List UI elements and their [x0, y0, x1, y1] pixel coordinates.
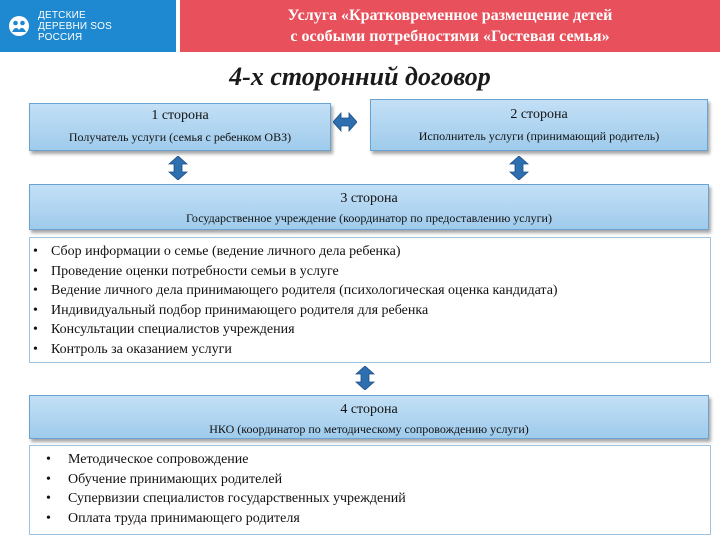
party-3-label: 3 сторона — [340, 191, 398, 206]
header-title — [180, 0, 720, 52]
logo-line-1: ДЕТСКИЕ — [38, 9, 86, 21]
double-arrow-vertical-icon — [509, 156, 529, 180]
party-3-tasks — [33, 242, 703, 359]
list-item: • Оплата труда принимающего родителя — [46, 509, 686, 529]
party-4-description: НКО (координатор по методическому сопровождению услуги) — [209, 422, 529, 436]
party-3-description: Государственное учреждение (координатор по предоставлению услуги) — [186, 211, 552, 225]
list-item: • Контроль за оказанием услуги — [33, 340, 703, 360]
list-item: • Индивидуальный подбор принимающего родителя для ребенка — [33, 301, 703, 321]
party-3-box — [29, 184, 709, 230]
double-arrow-horizontal-icon — [333, 111, 357, 133]
sos-children-villages-logo-icon — [8, 15, 30, 37]
logo-line-2: ДЕРЕВНИ SOS — [38, 20, 112, 32]
header-title-line-1: Услуга «Кратковременное размещение детей — [287, 7, 613, 24]
list-item: • Обучение принимающих родителей — [46, 470, 686, 490]
logo — [0, 0, 176, 52]
list-item: • Проведение оценки потребности семьи в услуге — [33, 262, 703, 282]
party-2-box — [370, 99, 708, 151]
party-4-box — [29, 395, 709, 439]
contract-title: 4-х сторонний договор — [229, 62, 491, 91]
party-4-tasks — [46, 450, 686, 528]
list-item: • Сбор информации о семье (ведение личного дела ребенка) — [33, 242, 703, 262]
party-1-label: 1 сторона — [151, 108, 209, 123]
party-2-description: Исполнитель услуги (принимающий родитель) — [418, 129, 660, 143]
double-arrow-vertical-icon — [355, 366, 375, 390]
party-2-label: 2 сторона — [510, 107, 568, 122]
list-item: • Супервизии специалистов государственных учреждений — [46, 489, 686, 509]
logo-line-3: РОССИЯ — [38, 31, 83, 43]
party-1-description: Получатель услуги (семья с ребенком ОВЗ) — [68, 130, 292, 144]
list-item: • Методическое сопровождение — [46, 450, 686, 470]
party-4-label: 4 сторона — [340, 402, 398, 417]
list-item: • Ведение личного дела принимающего родителя (психологическая оценка кандидата) — [33, 281, 703, 301]
double-arrow-vertical-icon — [168, 156, 188, 180]
party-1-box — [29, 103, 331, 151]
list-item: • Консультации специалистов учреждения — [33, 320, 703, 340]
header-title-line-2: с особыми потребностями «Гостевая семья» — [290, 28, 610, 45]
logo-text — [38, 10, 112, 43]
